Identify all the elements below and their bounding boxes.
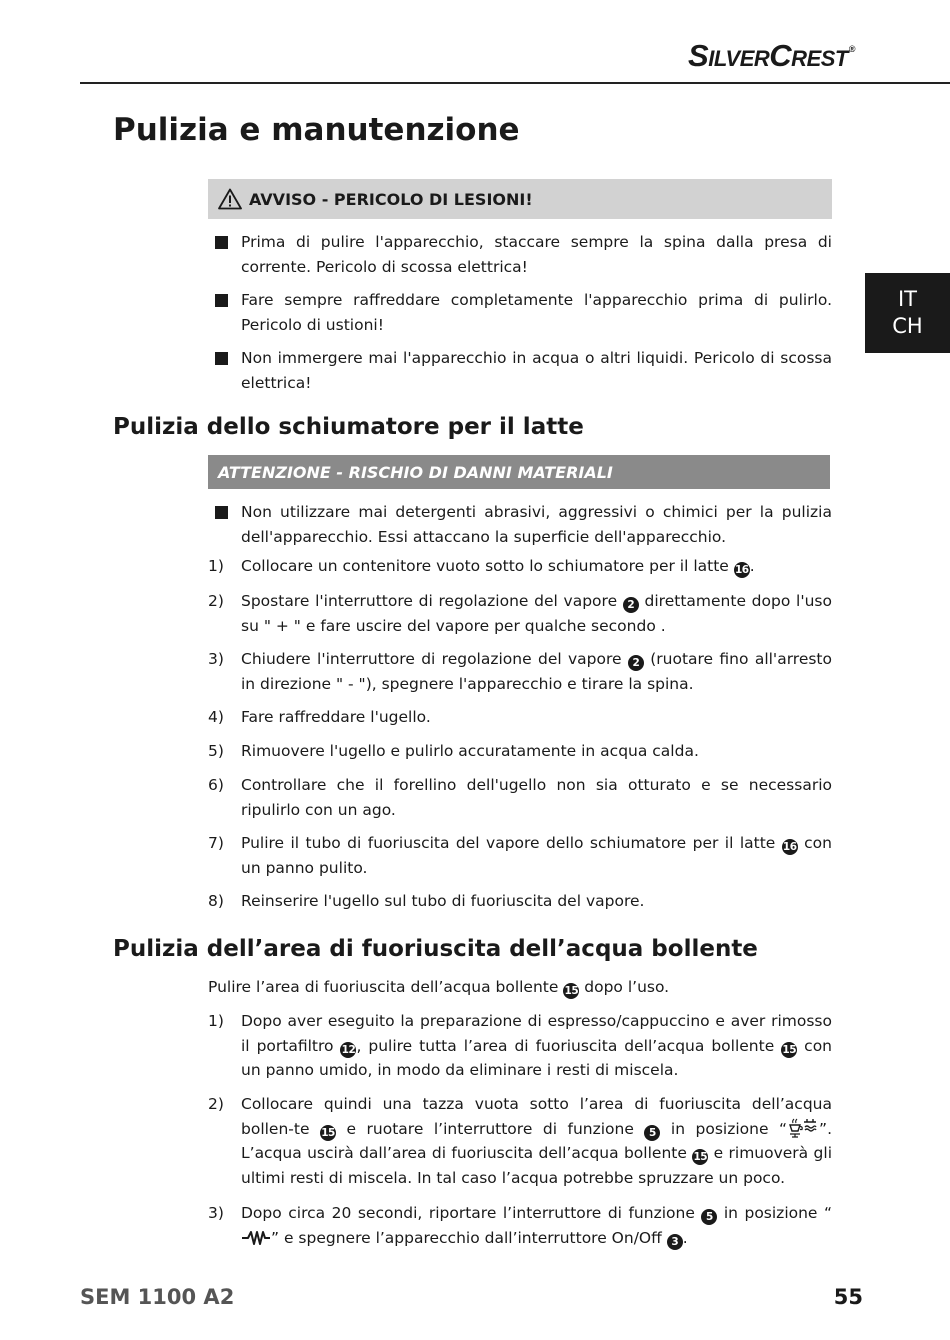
reference-number-badge: 5	[701, 1209, 717, 1225]
step-item: 1) Collocare un contenitore vuoto sotto lo schiumatore per il latte 16.	[208, 557, 755, 576]
reference-number-badge: 16	[782, 841, 797, 853]
bullet-square	[215, 352, 228, 365]
warning-item: Non immergere mai l'apparecchio in acqua o altri liquidi. Pericolo di scossa elettrica!	[208, 346, 832, 395]
language-tab	[865, 273, 950, 353]
step-item: 5) Rimuovere l'ugello e pulirlo accuratamente in acqua calda.	[208, 742, 699, 760]
brand-logo	[688, 38, 855, 74]
step-item: 2) Spostare l'interruttore di regolazione del vapore 2 direttamente dopo l'uso su " + " e fare uscire del vapore per qualche secondo .	[208, 592, 832, 635]
section-heading-hot-water-outlet: Pulizia dell’area di fuoriuscita dell’acqua bollente	[113, 936, 758, 962]
step-item: 2) Collocare quindi una tazza vuota sotto l’area di fuoriuscita dell’acqua bollen-te 15 e ruotare l’interruttore di funzione 5 in posizione “ ”. L’acqua uscirà dall’area di fuoriuscita dell’acqua bollente 15 e rimuoverà gli ultimi resti di miscela. In tal caso l’acqua potrebbe spruzzare un poco.	[208, 1095, 833, 1187]
reference-number-badge: 2	[623, 597, 639, 613]
warning-item: Fare sempre raffreddare completamente l'apparecchio prima di pulirlo. Pericolo di ustioni!	[208, 288, 832, 337]
footer-model: SEM 1100 A2	[80, 1285, 235, 1309]
bullet-square	[215, 506, 228, 519]
step-item: 4) Fare raffreddare l'ugello.	[208, 708, 431, 726]
page-number: 55	[833, 1285, 863, 1309]
page-title: Pulizia e manutenzione	[113, 112, 520, 148]
step-item: 8) Reinserire l'ugello sul tubo di fuoriuscita del vapore.	[208, 892, 645, 910]
caution-box	[208, 455, 830, 489]
step-item: 7) Pulire il tubo di fuoriuscita del vapore dello schiumatore per il latte 16 con un panno pulito.	[208, 834, 832, 877]
hot-water-icon	[787, 1118, 819, 1138]
section-intro: Pulire l’area di fuoriuscita dell’acqua bollente 15 dopo l’uso.	[208, 978, 670, 997]
caution-label: ATTENZIONE - RISCHIO DI DANNI MATERIALI	[218, 462, 613, 482]
reference-number-badge: 15	[693, 1151, 708, 1163]
caution-item: Non utilizzare mai detergenti abrasivi, aggressivi o chimici per la pulizia dell'apparecchio. Essi attaccano la superficie dell'apparecchio.	[208, 500, 832, 549]
bullet-square	[215, 294, 228, 307]
step-item: 6) Controllare che il forellino dell'ugello non sia otturato e se necessario ripulirlo con un ago.	[208, 776, 832, 819]
reference-number-badge: 12	[341, 1043, 356, 1056]
reference-number-badge: 15	[564, 985, 579, 997]
reference-number-badge: 15	[782, 1043, 797, 1056]
warning-label: AVVISO - PERICOLO DI LESIONI!	[249, 189, 533, 209]
warning-box	[208, 179, 832, 219]
step-item: 3) Chiudere l'interruttore di regolazione del vapore 2 (ruotare fino all'arresto in direzione " - "), spegnere l'apparecchio e tirare la spina.	[208, 650, 832, 693]
reference-number-badge: 3	[667, 1234, 683, 1250]
bullet-square	[215, 236, 228, 249]
brand-name: SilverCrest	[688, 38, 848, 73]
reference-number-badge: 15	[321, 1126, 335, 1139]
section-heading-milk-frother: Pulizia dello schiumatore per il latte	[113, 414, 584, 440]
header-rule	[80, 82, 950, 84]
heating-icon	[241, 1229, 271, 1247]
step-item: 1) Dopo aver eseguito la preparazione di espresso/cappuccino e aver rimosso il portafiltro 12, pulire tutta l’area di fuoriuscita dell’acqua bollente 15 con un panno umido, in modo da eliminare i resti di miscela.	[208, 1012, 832, 1079]
brand-registered-mark: ®	[848, 44, 855, 54]
reference-number-badge: 2	[628, 655, 644, 671]
language-ch: CH	[892, 314, 923, 338]
reference-number-badge: 5	[644, 1125, 660, 1141]
reference-number-badge: 16	[734, 564, 749, 576]
warning-item: Prima di pulire l'apparecchio, staccare sempre la spina dalla presa di corrente. Pericolo di scossa elettrica!	[208, 230, 832, 279]
language-it: IT	[897, 287, 918, 311]
step-item: 3) Dopo circa 20 secondi, riportare l’interruttore di funzione 5 in posizione “” e spegnere l’apparecchio dall’interruttore On/Off 3 .	[208, 1204, 832, 1248]
warning-triangle-icon	[218, 188, 242, 210]
